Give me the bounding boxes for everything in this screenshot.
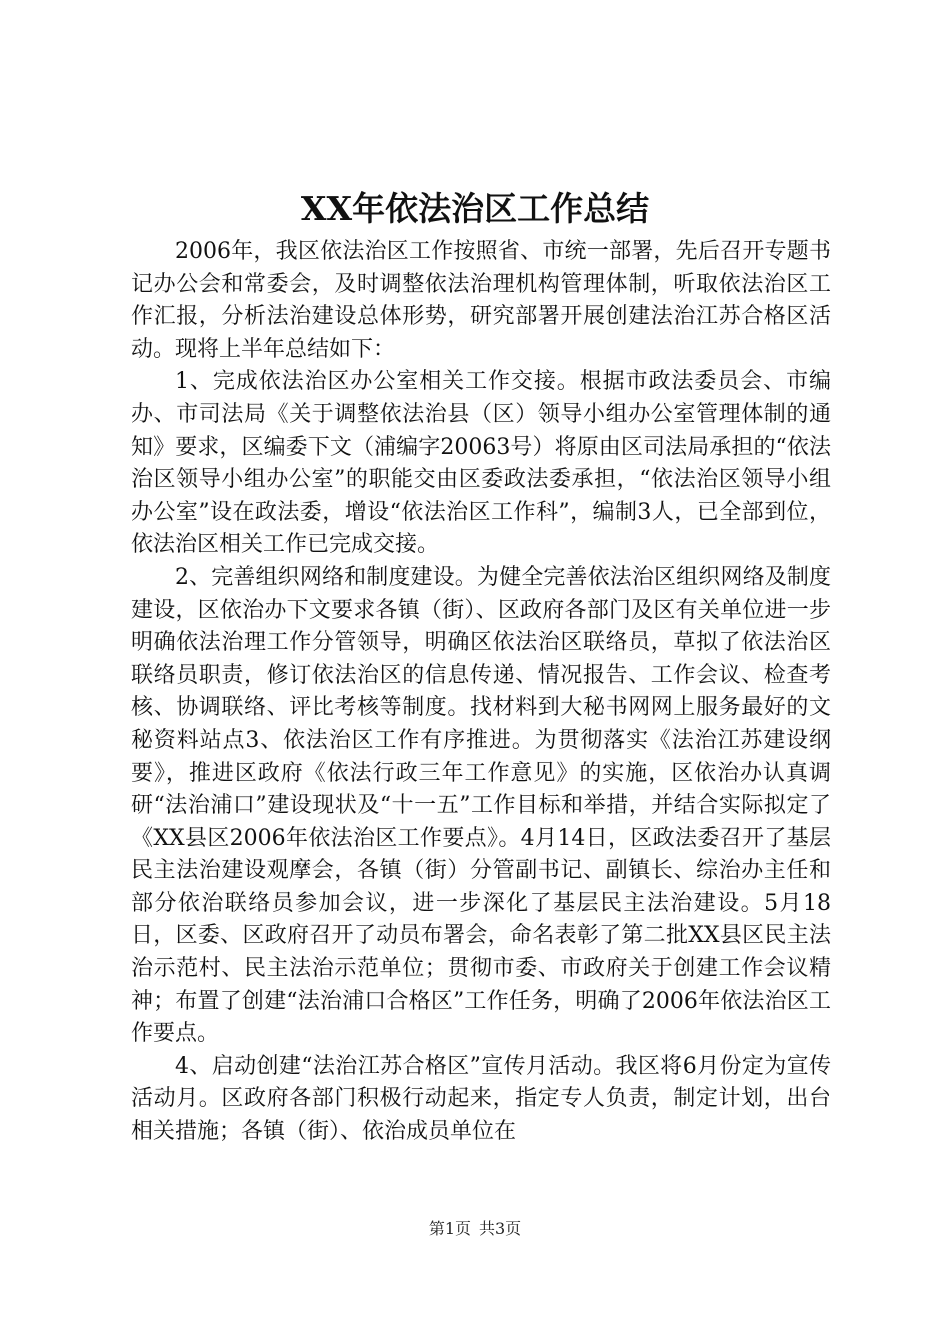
page-number: 第1页 [428, 1219, 471, 1238]
page-total: 共3页 [479, 1219, 522, 1238]
document-title: XX年依法治区工作总结 [300, 189, 650, 228]
page-footer [0, 1218, 950, 1240]
paragraph-item-4: 4、启动创建“法治江苏合格区”宣传月活动。我区将6月份定为宣传活动月。区政府各部门积极行动起来，指定专人负责，制定计划，出台相关措施；各镇（街）、依治成员单位在 [131, 1053, 831, 1145]
paragraph-item-2: 2、完善组织网络和制度建设。为健全完善依法治区组织网络及制度建设，区依治办下文要求各镇（街）、区政府各部门及区有关单位进一步明确依法治理工作分管领导，明确区依法治区联络员，草拟了依法治区联络员职责，修订依法治区的信息传递、情况报告、工作会议、检查考核、协调联络、评比考核等制度。找材料到大秘书网网上服务最好的文秘资料站点3、依法治区工作有序推进。为贯彻落实《法治江苏建设纲要》，推进区政府《依法行政三年工作意见》的实施，区依治办认真调研“法治浦口”建设现状及“十一五”工作目标和举措，并结合实际拟定了《XX县区2006年依法治区工作要点》。4月14日，区政法委召开了基层民主法治建设观摩会，各镇（街）分管副书记、副镇长、综治办主任和部分依治联络员参加会议，进一步深化了基层民主法治建设。5月18日，区委、区政府召开了动员布署会，命名表彰了第二批XX县区民主法治示范村、民主法治示范单位；贯彻市委、市政府关于创建工作会议精神；布置了创建“法治浦口合格区”工作任务，明确了2006年依法治区工作要点。 [131, 564, 831, 1047]
paragraph-intro: 2006年，我区依法治区工作按照省、市统一部署，先后召开专题书记办公会和常委会，及时调整依法治理机构管理体制，听取依法治区工作汇报，分析法治建设总体形势，研究部署开展创建法治江苏合格区活动。现将上半年总结如下： [131, 239, 831, 362]
document-body [131, 236, 831, 1149]
paragraph-item-1: 1、完成依法治区办公室相关工作交接。根据市政法委员会、市编办、市司法局《关于调整依法治县（区）领导小组办公室管理体制的通知》要求，区编委下文（浦编字20063号）将原由区司法局承担的“依法治区领导小组办公室”的职能交由区委政法委承担，“依法治区领导小组办公室”设在政法委，增设“依法治区工作科”，编制3人，已全部到位，依法治区相关工作已完成交接。 [131, 369, 831, 558]
